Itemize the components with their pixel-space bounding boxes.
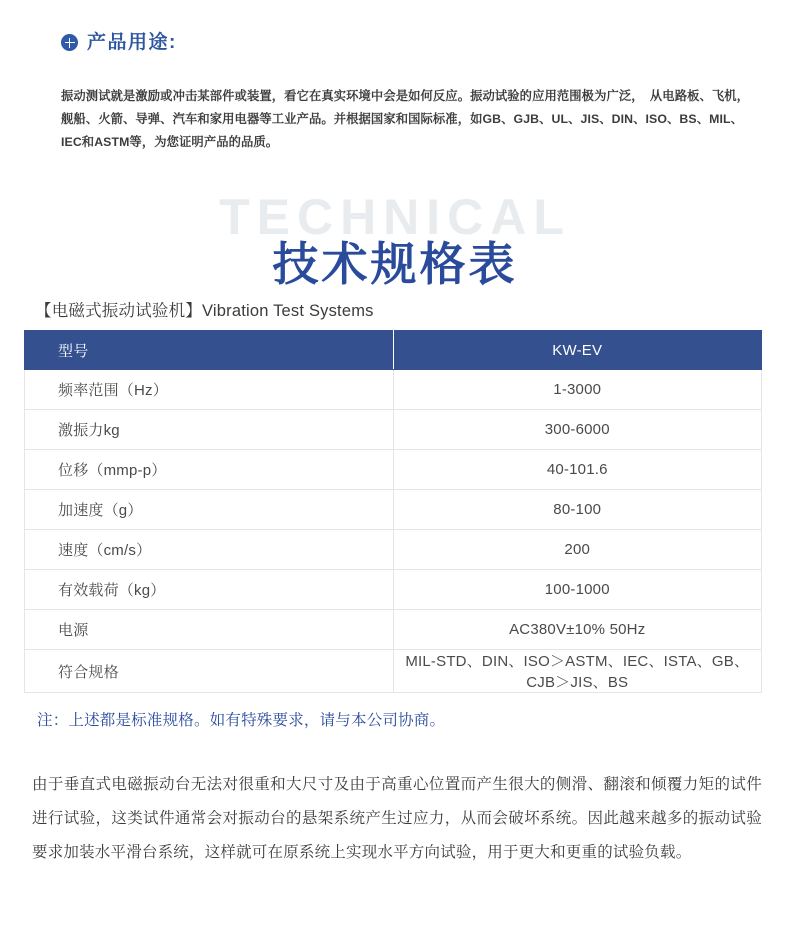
product-usage-heading [61, 33, 177, 52]
table-cell-value: 1-3000 [393, 370, 762, 410]
table-cell-label: 速度（cm/s） [25, 530, 394, 570]
table-body [25, 370, 762, 693]
table-cell-label: 符合规格 [25, 650, 394, 693]
table-cell-label: 位移（mmp-p） [25, 450, 394, 490]
technical-spec-title-block [0, 180, 790, 290]
page-title: 技术规格表 [272, 237, 518, 290]
table-header-cell-value: KW-EV [393, 331, 762, 370]
table-row [25, 570, 762, 610]
table-row [25, 490, 762, 530]
watermark-text: TECHNICAL [219, 189, 571, 245]
table-header-row [25, 331, 762, 370]
table-cell-value: 40-101.6 [393, 450, 762, 490]
table-row [25, 610, 762, 650]
table-cell-value: 100-1000 [393, 570, 762, 610]
table-cell-value: MIL-STD、DIN、ISO＞ASTM、IEC、ISTA、GB、CJB＞JIS、BS [393, 650, 762, 693]
table-cell-value: 80-100 [393, 490, 762, 530]
table-note: 注：上述都是标准规格。如有特殊要求，请与本公司协商。 [37, 712, 446, 729]
table-cell-label: 有效载荷（kg） [25, 570, 394, 610]
plus-circle-icon [61, 34, 78, 51]
table-row [25, 650, 762, 693]
table-row [25, 450, 762, 490]
closing-paragraph: 由于垂直式电磁振动台无法对很重和大尺寸及由于高重心位置而产生很大的侧滑、翻滚和倾覆力矩的试件进行试验，这类试件通常会对振动台的悬架系统产生过应力，从而会破坏系统。因此越来越多的振动试验要求加装水平滑台系统，这样就可在原系统上实现水平方向试验，用于更大和更重的试验负载。 [32, 775, 762, 861]
product-usage-body-text: 振动测试就是激励或冲击某部件或装置，看它在真实环境中会是如何反应。振动试验的应用范围极为广泛， 从电路板、飞机，舰船、火箭、导弹、汽车和家用电器等工业产品。并根据国家和国际标准，如GB、GJB、UL、JIS、DIN、ISO、BS、MIL、IEC和ASTM等，为您证明产品的品质。 [61, 89, 750, 150]
table-cell-label: 激振力kg [25, 410, 394, 450]
table-cell-label: 电源 [25, 610, 394, 650]
table-cell-label: 频率范围（Hz） [25, 370, 394, 410]
table-header-cell-model: 型号 [25, 331, 394, 370]
table-cell-value: 300-6000 [393, 410, 762, 450]
table-cell-label: 加速度（g） [25, 490, 394, 530]
product-usage-heading-label: 产品用途: [87, 32, 177, 53]
table-cell-value: 200 [393, 530, 762, 570]
table-row [25, 370, 762, 410]
table-row [25, 530, 762, 570]
specification-table [24, 330, 762, 693]
machine-subtitle: 【电磁式振动试验机】Vibration Test Systems [35, 302, 374, 320]
table-cell-value: AC380V±10% 50Hz [393, 610, 762, 650]
table-header [25, 331, 762, 370]
table-row [25, 410, 762, 450]
